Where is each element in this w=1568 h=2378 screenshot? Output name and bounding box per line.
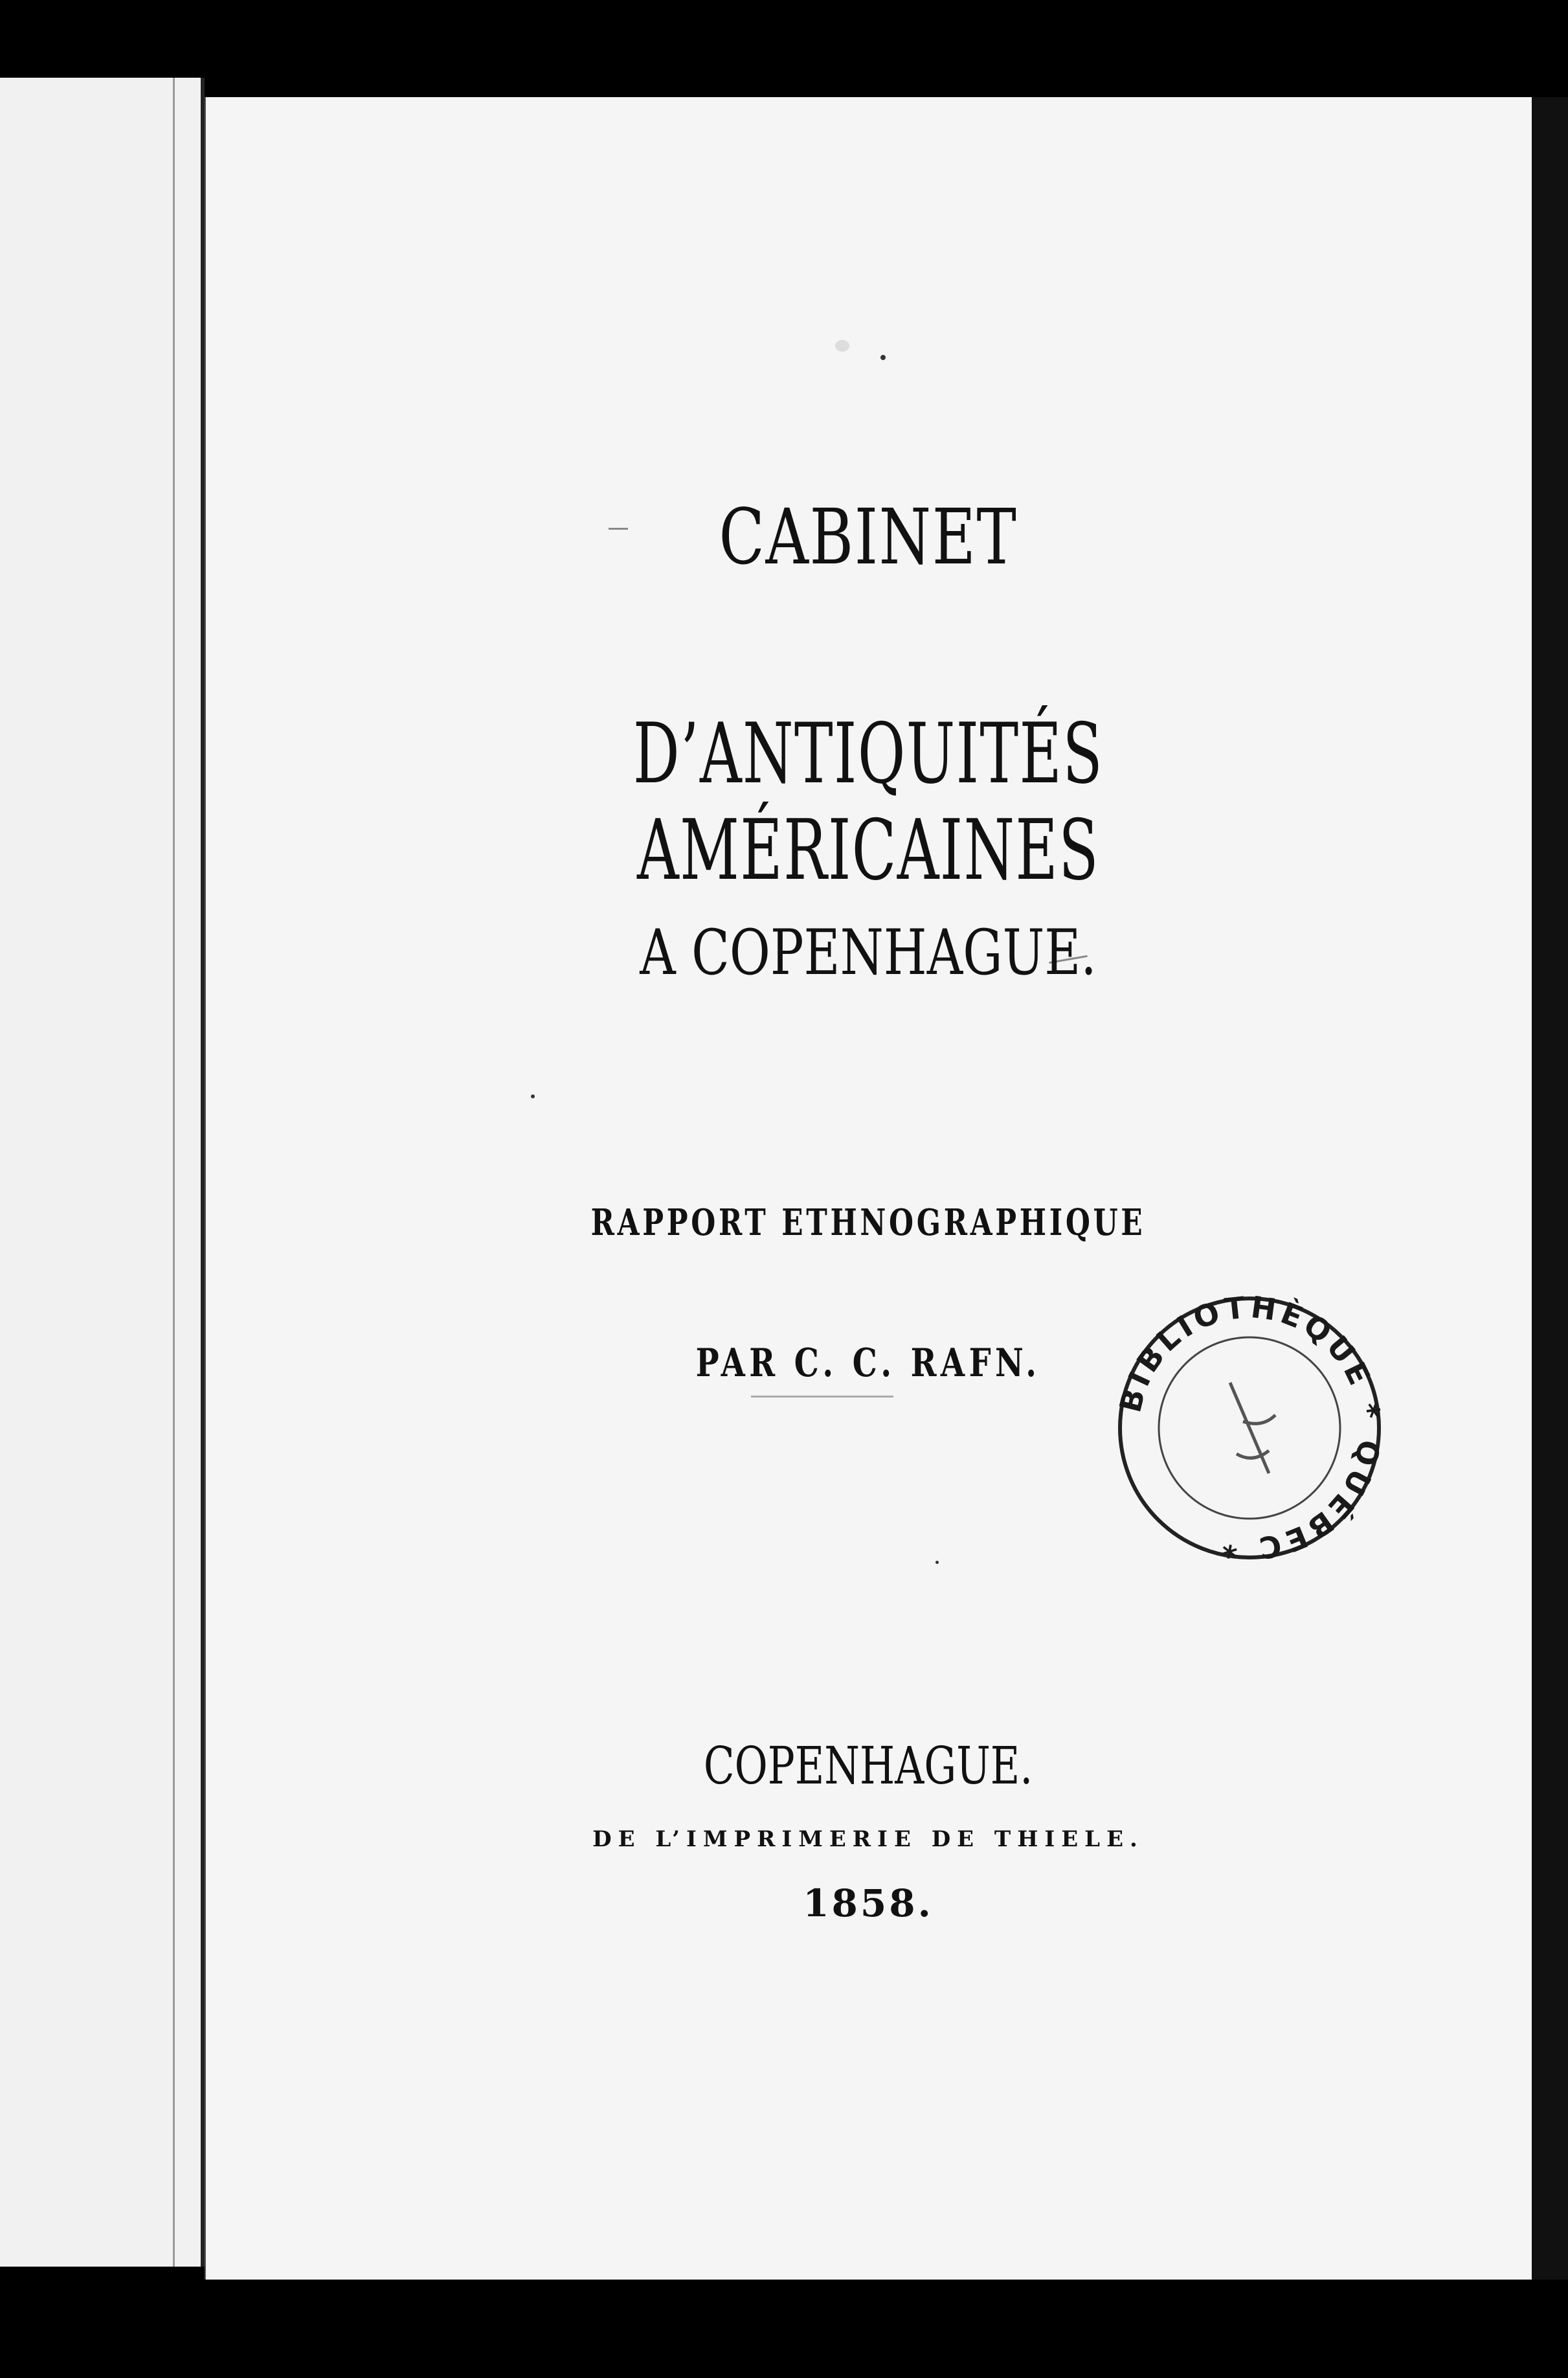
paper-speck xyxy=(935,1561,939,1564)
page-edge-shadow xyxy=(1532,97,1568,2280)
report-type: RAPPORT ETHNOGRAPHIQUE xyxy=(590,1201,1146,1244)
underline-mark xyxy=(751,1396,893,1398)
book-title: CABINET xyxy=(719,492,1018,582)
imprint-city: COPENHAGUE. xyxy=(703,1736,1033,1796)
paper-speck xyxy=(531,1094,535,1098)
library-stamp-icon xyxy=(1114,1292,1385,1564)
title-page xyxy=(205,97,1533,2280)
printer-line: DE L’IMPRIMERIE DE THIELE. xyxy=(592,1826,1144,1852)
gutter-line xyxy=(173,78,175,2267)
paper-speck xyxy=(880,355,886,360)
author-line: PAR C. C. RAFN. xyxy=(695,1341,1041,1386)
facing-page-edge xyxy=(0,78,205,2267)
book-location: A COPENHAGUE. xyxy=(640,916,1097,989)
book-subtitle: D’ANTIQUITÉS AMÉRICAINES xyxy=(633,706,1104,899)
publication-year: 1858. xyxy=(803,1881,934,1925)
paper-speck xyxy=(835,340,849,352)
stamp-text: BIBLIOTHÈQUE * QUÉBEC * xyxy=(1114,1292,1385,1564)
